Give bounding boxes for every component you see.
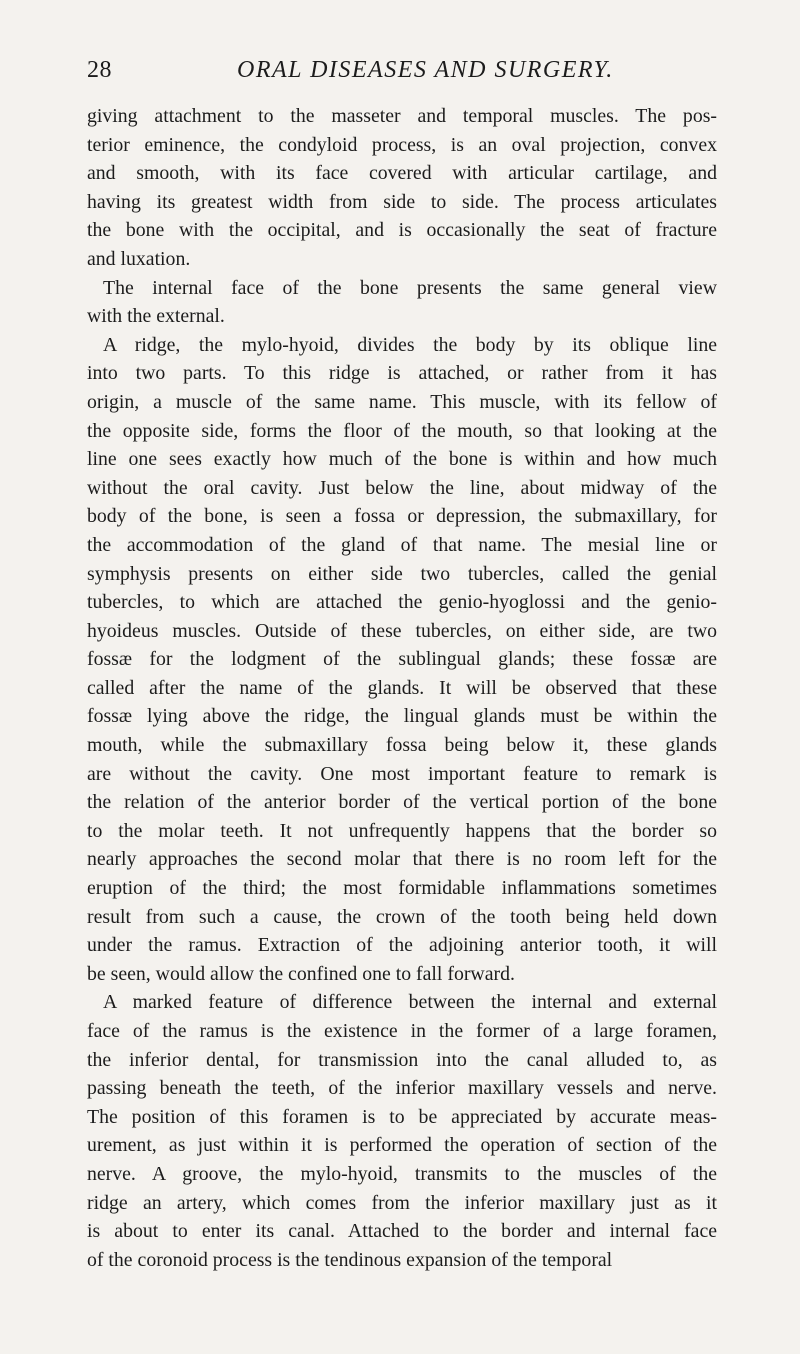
text-line: are without the cavity. One most important feature to remark is (87, 762, 717, 785)
text-line: the relation of the anterior border of the vertical portion of the bone (87, 791, 717, 814)
text-line: and smooth, with its face covered with articular cartilage, and (87, 162, 717, 185)
text-line: of the coronoid process is the tendinous expansion of the temporal (87, 1248, 613, 1271)
text-line: mouth, while the submaxillary fossa being below it, these glands (87, 734, 717, 757)
text-line: A marked feature of difference between the internal and external (103, 991, 717, 1014)
text-line: and luxation. (87, 247, 191, 270)
text-line: is about to enter its canal. Attached to the border and internal face (87, 1220, 717, 1243)
text-line: be seen, would allow the confined one to fall forward. (87, 962, 515, 985)
text-line: tubercles, to which are attached the genio-hyoglossi and the genio- (87, 591, 717, 614)
text-line: the inferior dental, for transmission into the canal alluded to, as (87, 1048, 717, 1071)
text-line: called after the name of the glands. It will be observed that these (87, 676, 717, 699)
text-line: the bone with the occipital, and is occasionally the seat of fracture (87, 219, 717, 242)
text-line: the accommodation of the gland of that name. The mesial line or (87, 533, 717, 556)
text-line: giving attachment to the masseter and temporal muscles. The pos- (87, 105, 717, 127)
text-line: with the external. (87, 305, 225, 328)
text-line: origin, a muscle of the same name. This muscle, with its fellow of (87, 390, 717, 413)
text-line: result from such a cause, the crown of the tooth being held down (87, 905, 717, 928)
text-line: eruption of the third; the most formidable inflammations sometimes (87, 877, 717, 900)
text-line: terior eminence, the condyloid process, is an oval projection, convex (87, 133, 717, 156)
text-line: The position of this foramen is to be appreciated by accurate meas- (87, 1105, 717, 1128)
text-line: without the oral cavity. Just below the line, about midway of the (87, 476, 717, 499)
text-line: fossæ for the lodgment of the sublingual glands; these fossæ are (87, 648, 717, 671)
text-line: A ridge, the mylo-hyoid, divides the body by its oblique line (103, 333, 717, 356)
body-text (87, 102, 717, 1274)
text-line: into two parts. To this ridge is attached, or rather from it has (87, 362, 717, 385)
text-line: having its greatest width from side to side. The process articulates (87, 190, 717, 213)
text-line: the opposite side, forms the floor of the mouth, so that looking at the (87, 419, 717, 442)
text-line: symphysis presents on either side two tubercles, called the genial (87, 562, 717, 585)
text-line: nearly approaches the second molar that there is no room left for the (87, 848, 717, 871)
text-line: fossæ lying above the ridge, the lingual glands must be within the (87, 705, 717, 728)
text-line: passing beneath the teeth, of the inferior maxillary vessels and nerve. (87, 1077, 717, 1100)
text-line: under the ramus. Extraction of the adjoining anterior tooth, it will (87, 934, 717, 957)
text-line: The internal face of the bone presents the same general view (103, 276, 717, 299)
text-line: ridge an artery, which comes from the inferior maxillary just as it (87, 1191, 717, 1214)
text-line: hyoideus muscles. Outside of these tubercles, on either side, are two (87, 619, 717, 642)
text-line: nerve. A groove, the mylo-hyoid, transmits to the muscles of the (87, 1162, 717, 1185)
text-line: face of the ramus is the existence in the former of a large foramen, (87, 1020, 717, 1042)
text-line: body of the bone, is seen a fossa or depression, the submaxillary, for (87, 505, 717, 528)
text-line: line one sees exactly how much of the bone is within and how much (87, 448, 717, 471)
text-line: urement, as just within it is performed the operation of section of the (87, 1134, 717, 1157)
running-title: ORAL DISEASES AND SURGERY. (237, 57, 614, 83)
running-head (87, 57, 707, 91)
page-number: 28 (87, 57, 112, 83)
text-line: to the molar teeth. It not unfrequently happens that the border so (87, 819, 717, 842)
